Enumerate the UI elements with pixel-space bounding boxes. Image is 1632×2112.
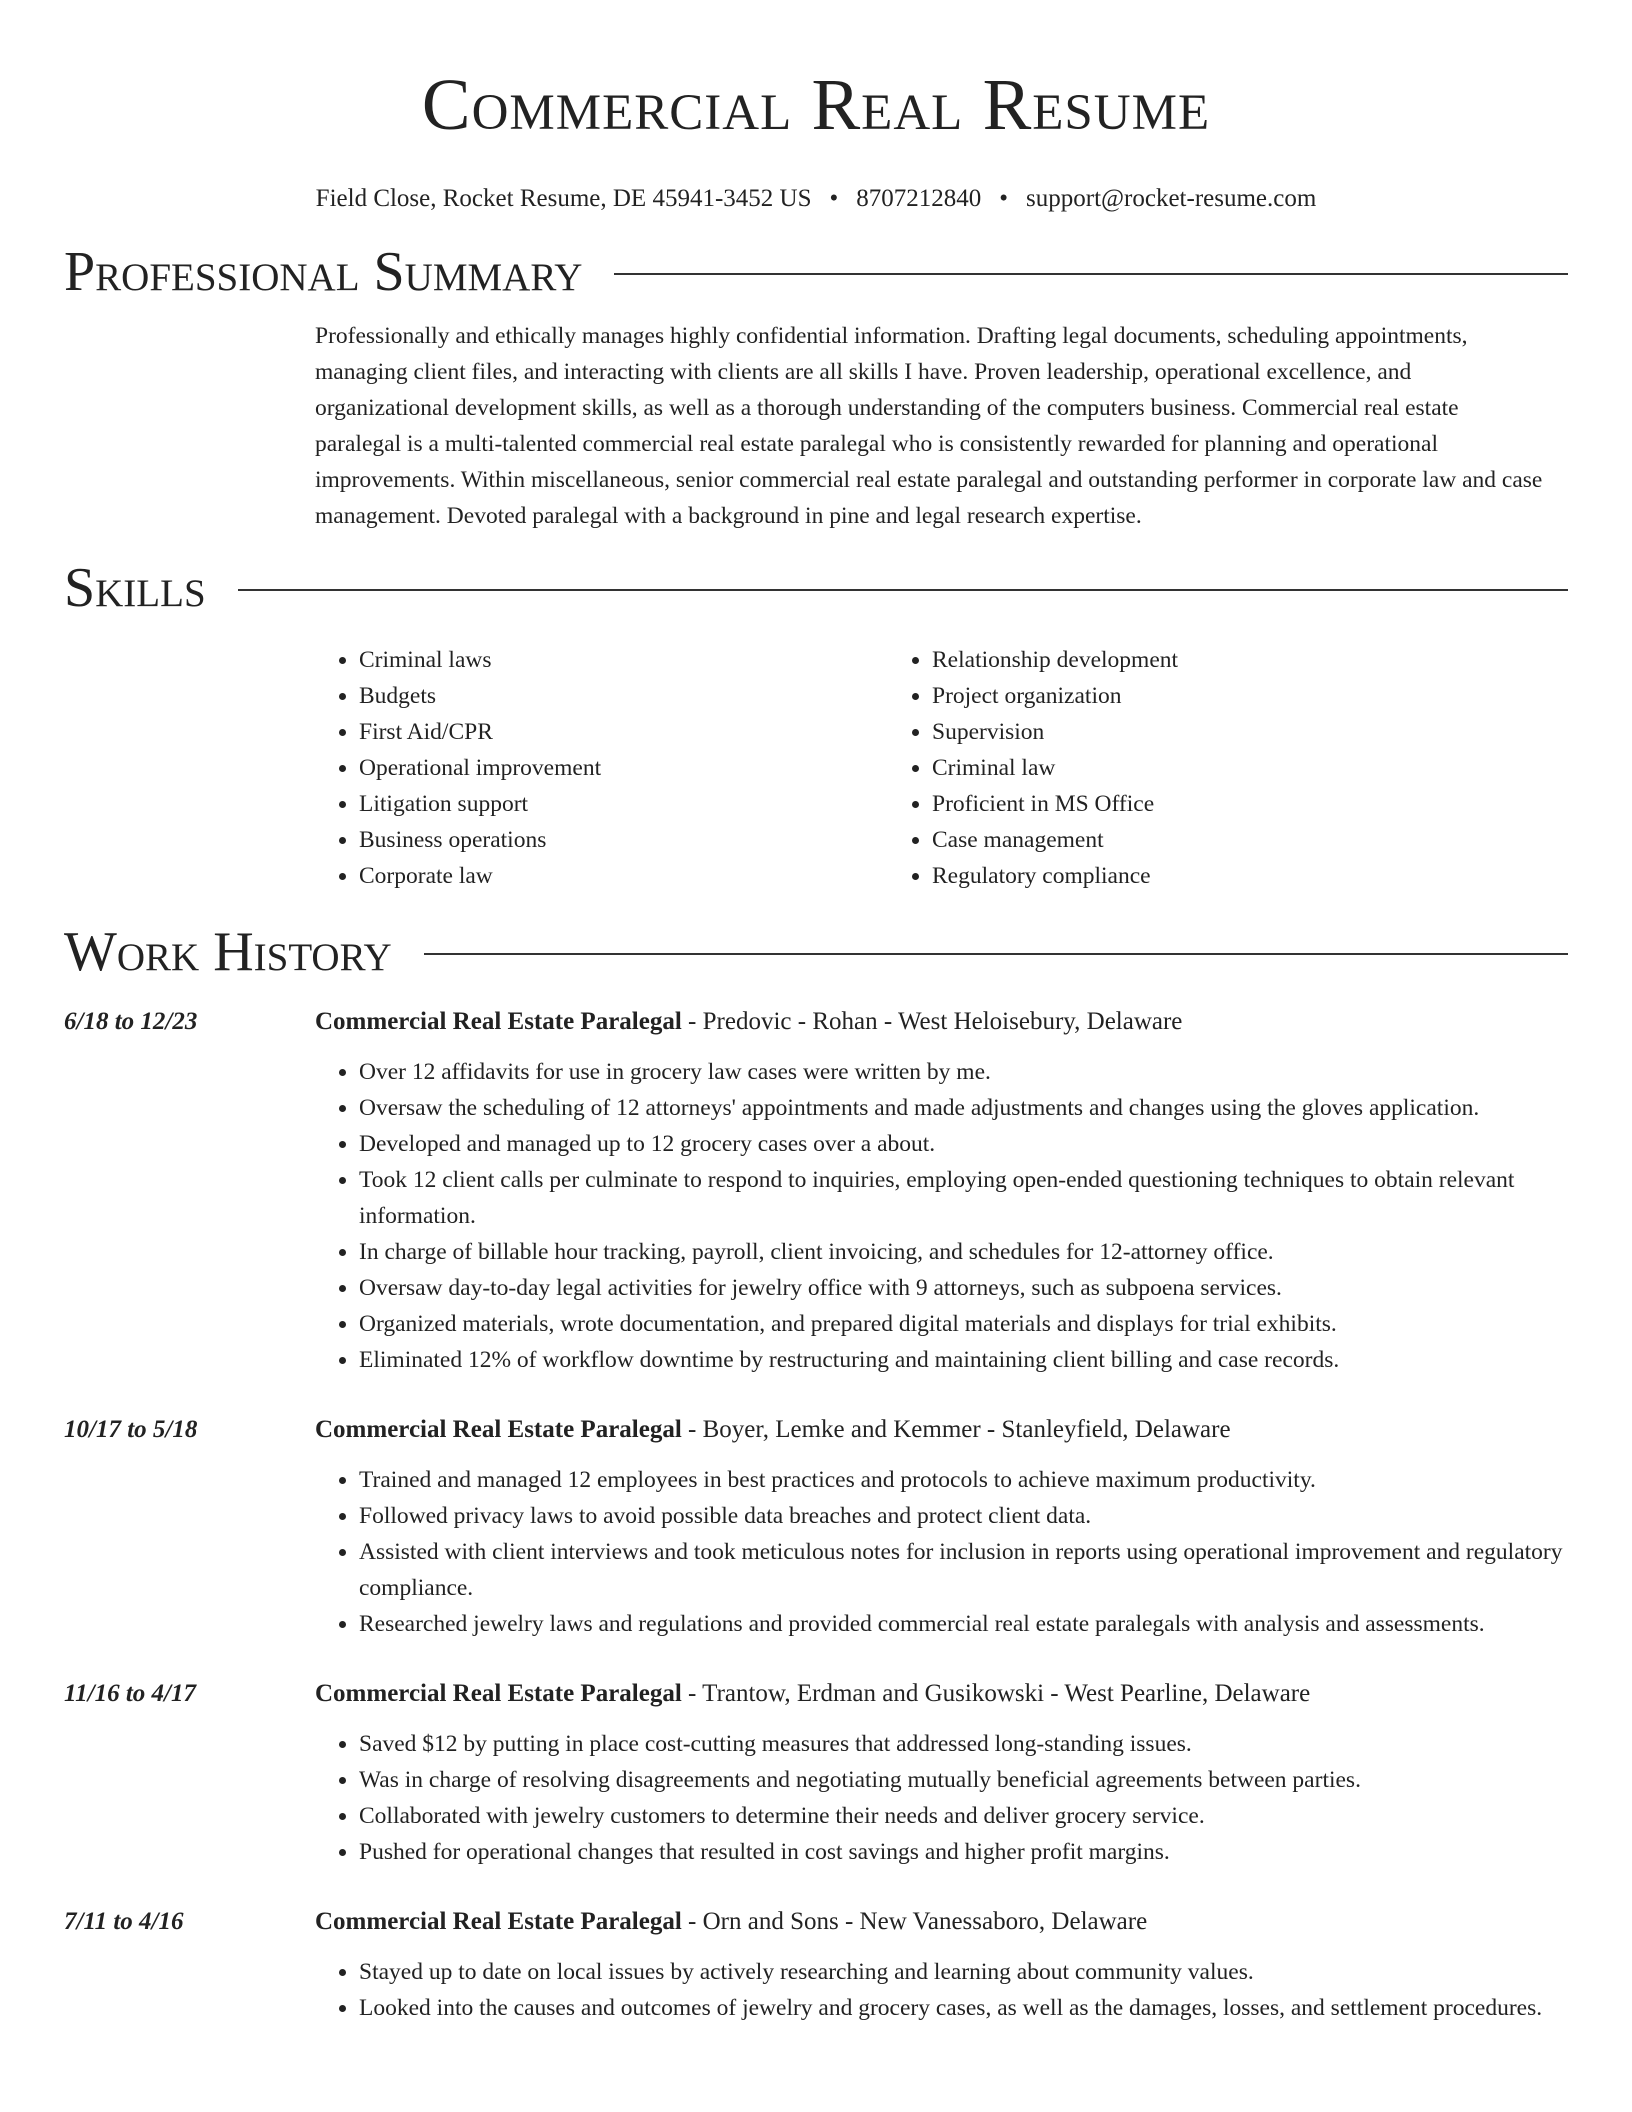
skill-item: • Criminal laws [359, 642, 888, 678]
job-bullets [315, 1954, 1568, 2026]
job-bullet: • Oversaw day-to-day legal activities for jewelry office with 9 attorneys, such as subpoena services. [359, 1270, 1568, 1306]
job-bullet: • Saved $12 by putting in place cost-cutting measures that addressed long-standing issues. [359, 1726, 1568, 1762]
section-divider [238, 589, 1568, 591]
work-section-header [64, 920, 1568, 984]
job-bullet: • Collaborated with jewelry customers to determine their needs and deliver grocery service. [359, 1798, 1568, 1834]
contact-address: Field Close, Rocket Resume, DE 45941-3452 US [315, 185, 812, 212]
section-divider [614, 273, 1568, 275]
skill-item: • Case management [932, 822, 1461, 858]
job-bullet: • In charge of billable hour tracking, payroll, client invoicing, and schedules for 12-attorney office. [359, 1234, 1568, 1270]
job-title: Commercial Real Estate Paralegal [315, 1416, 682, 1443]
section-divider [424, 953, 1568, 955]
job-bullet: • Organized materials, wrote documentation, and prepared digital materials and displays for trial exhibits. [359, 1306, 1568, 1342]
skill-item: • Regulatory compliance [932, 858, 1461, 894]
skills-section-header [64, 556, 1568, 620]
job-dates: 7/11 to 4/16 [64, 1908, 184, 1935]
job-bullet: • Assisted with client interviews and took meticulous notes for inclusion in reports using operational improvement and regulatory compliance. [359, 1534, 1568, 1606]
job-title: Commercial Real Estate Paralegal [315, 1908, 682, 1935]
job-bullet: • Pushed for operational changes that resulted in cost savings and higher profit margins. [359, 1834, 1568, 1870]
job-details [315, 1904, 1568, 2026]
skill-item: • Business operations [359, 822, 888, 858]
work-history-list [64, 1004, 1568, 2026]
skill-item: • Budgets [359, 678, 888, 714]
contact-email: support@rocket-resume.com [1026, 185, 1317, 212]
job-dates: 11/16 to 4/17 [64, 1680, 196, 1707]
job-entry [64, 1412, 1568, 1642]
job-dates: 10/17 to 5/18 [64, 1416, 198, 1443]
job-employer: - Boyer, Lemke and Kemmer - Stanleyfield, Delaware [681, 1416, 1231, 1443]
job-bullet: • Over 12 affidavits for use in grocery law cases were written by me. [359, 1054, 1568, 1090]
contact-separator: • [999, 185, 1009, 212]
job-bullets [315, 1726, 1568, 1870]
skill-item: • Litigation support [359, 786, 888, 822]
job-title-line [315, 1004, 1568, 1040]
summary-section-header [64, 240, 1568, 304]
skill-item: • Proficient in MS Office [932, 786, 1461, 822]
job-bullet: • Eliminated 12% of workflow downtime by restructuring and maintaining client billing and case records. [359, 1342, 1568, 1378]
job-bullet: • Trained and managed 12 employees in best practices and protocols to achieve maximum productivity. [359, 1462, 1568, 1498]
job-bullet: • Took 12 client calls per culminate to respond to inquiries, employing open-ended questioning techniques to obtain relevant information. [359, 1162, 1568, 1234]
skill-item: • First Aid/CPR [359, 714, 888, 750]
job-bullet: • Stayed up to date on local issues by actively researching and learning about community values. [359, 1954, 1568, 1990]
skills-list-left [315, 642, 888, 894]
resume-name: Commercial Real Resume [421, 64, 1211, 145]
job-entry [64, 1676, 1568, 1870]
job-details [315, 1412, 1568, 1642]
skills-grid [315, 642, 1568, 894]
skill-item: • Operational improvement [359, 750, 888, 786]
job-bullets [315, 1462, 1568, 1642]
summary-text: Professionally and ethically manages highly confidential information. Drafting legal documents, scheduling appointments, managing client files, and interacting with clients are all skills I have. Proven leadership, operational excellence, and organizational development skills, as well as a thorough understanding of the computers business. Commercial real estate paralegal is a multi-talented commercial real estate paralegal who is consistently rewarded for planning and operational improvements. Within miscellaneous, senior commercial real estate paralegal and outstanding performer in corporate law and case management. Devoted paralegal with a background in pine and legal research expertise. [315, 323, 1543, 529]
job-title-line [315, 1676, 1568, 1712]
skills-list-right [888, 642, 1461, 894]
job-entry [64, 1004, 1568, 1378]
job-bullets [315, 1054, 1568, 1378]
contact-separator: • [829, 185, 839, 212]
job-employer: - Predovic - Rohan - West Heloisebury, Delaware [681, 1008, 1183, 1035]
skill-item: • Supervision [932, 714, 1461, 750]
job-bullet: • Researched jewelry laws and regulations and provided commercial real estate paralegals with analysis and assessments. [359, 1606, 1568, 1642]
skill-item: • Corporate law [359, 858, 888, 894]
skill-item: • Criminal law [932, 750, 1461, 786]
job-details [315, 1676, 1568, 1870]
job-bullet: • Developed and managed up to 12 grocery cases over a about. [359, 1126, 1568, 1162]
job-title: Commercial Real Estate Paralegal [315, 1008, 682, 1035]
job-bullet: • Followed privacy laws to avoid possible data breaches and protect client data. [359, 1498, 1568, 1534]
job-employer: - Trantow, Erdman and Gusikowski - West Pearline, Delaware [681, 1680, 1311, 1707]
summary-heading: Professional Summary [64, 241, 583, 303]
job-title: Commercial Real Estate Paralegal [315, 1680, 682, 1707]
job-title-line [315, 1412, 1568, 1448]
job-bullet: • Was in charge of resolving disagreements and negotiating mutually beneficial agreements between parties. [359, 1762, 1568, 1798]
skills-heading: Skills [64, 557, 206, 619]
job-title-line [315, 1904, 1568, 1940]
skill-item: • Project organization [932, 678, 1461, 714]
contact-line [64, 184, 1568, 214]
job-employer: - Orn and Sons - New Vanessaboro, Delaware [681, 1908, 1148, 1935]
contact-phone: 8707212840 [856, 185, 982, 212]
skill-item: • Relationship development [932, 642, 1461, 678]
work-heading: Work History [64, 921, 392, 983]
job-details [315, 1004, 1568, 1378]
job-dates: 6/18 to 12/23 [64, 1008, 198, 1035]
job-entry [64, 1904, 1568, 2026]
job-bullet: • Looked into the causes and outcomes of jewelry and grocery cases, as well as the damages, losses, and settlement procedures. [359, 1990, 1568, 2026]
job-bullet: • Oversaw the scheduling of 12 attorneys' appointments and made adjustments and changes using the gloves application. [359, 1090, 1568, 1126]
